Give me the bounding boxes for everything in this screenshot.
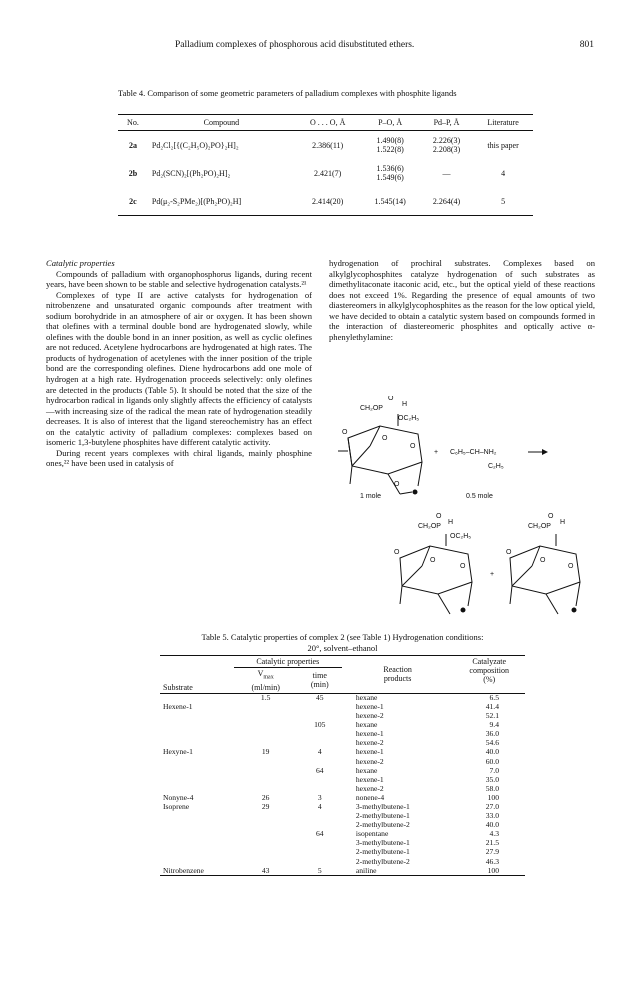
table-row: [160, 703, 525, 712]
table-row: [160, 766, 525, 775]
left-column: [46, 258, 312, 469]
t5-vmax: 26: [261, 792, 270, 802]
phosphite-group-label: CH₂OP: [418, 523, 441, 530]
t5-product: 3-methylbutene-1: [355, 838, 410, 848]
t5-header-v-main: V: [257, 669, 264, 678]
t5-vmax: [234, 821, 298, 830]
t5-header-composition: [453, 656, 525, 694]
t5-vmax: 29: [261, 801, 270, 811]
amide-product-structure: [510, 534, 580, 614]
t5-composition: 35.0: [485, 774, 499, 784]
hydrogen-label: H: [402, 401, 408, 408]
t5-product: hexene-2: [355, 756, 384, 766]
paragraph: Compounds of palladium with organophosphorus ligands, during recent years, have been shown to be stable and selective hydrogenation catalysts.²¹: [46, 268, 312, 290]
t5-vmax: [234, 766, 298, 775]
t5-vmax: 43: [261, 865, 270, 875]
reactant-phosphite-structure: [338, 414, 422, 494]
amine-formula: C₆H₅–CH–NH₂: [450, 449, 497, 456]
t4-pdp: 2.226(3) 2.208(3): [432, 136, 461, 154]
t5-header-substrate: Substrate: [163, 682, 193, 692]
t5-substrate: [160, 730, 234, 739]
t5-product: isopentane: [355, 829, 389, 839]
t5-composition: 4.3: [489, 829, 499, 839]
t5-vmax: [234, 775, 298, 784]
t5-header-v-sub: max: [263, 674, 274, 681]
t4-header-oo: O . . . O, Å: [295, 115, 360, 131]
t5-composition: 100: [487, 792, 499, 802]
t5-header-products-l2: products: [383, 674, 412, 684]
t5-vmax: [234, 712, 298, 721]
t5-header-catalytic-properties: Catalytic properties: [234, 656, 342, 668]
table4-caption-text: Table 4. Comparison of some geometric parameters of palladium complexes with phosphite ligands: [118, 88, 457, 98]
t5-product: hexane: [355, 692, 378, 702]
t5-header-v: [234, 668, 298, 694]
t5-time: 4: [317, 801, 322, 811]
phosphorus-oxo-label: O: [548, 513, 554, 520]
t5-composition: 40.0: [485, 820, 499, 830]
t4-oo: 2.414(20): [295, 187, 360, 216]
table-row: [160, 739, 525, 748]
t5-time: [298, 812, 342, 821]
table-row: [160, 812, 525, 821]
hydrogen-label: H: [448, 519, 454, 526]
ring-o-label: O: [410, 443, 416, 450]
ring-o-label: O: [382, 435, 388, 442]
table-row: [160, 830, 525, 839]
t4-po: 1.545(14): [360, 187, 419, 216]
t5-composition: 52.1: [485, 711, 499, 721]
ring-o-label: O: [540, 557, 546, 564]
t5-header-comp-l3: (%): [483, 675, 496, 684]
table-row: [118, 187, 533, 216]
t5-composition: 6.5: [489, 692, 499, 702]
table5-body: [160, 693, 525, 876]
t5-substrate: [160, 839, 234, 848]
t5-substrate: [160, 766, 234, 775]
t5-product: 2-methylbutene-2: [355, 856, 410, 866]
table5-caption: [160, 632, 525, 654]
t5-product: hexene-1: [355, 747, 384, 757]
t5-substrate: [160, 757, 234, 766]
t5-header-comp-l1: Catalyzate: [472, 657, 507, 666]
t5-substrate: [160, 721, 234, 730]
t5-time: 105: [314, 720, 326, 730]
t4-header-pdp: Pd–P, Å: [420, 115, 473, 131]
t5-product: hexene-2: [355, 783, 384, 793]
t4-oo: 2.386(11): [312, 140, 344, 150]
ethoxy-label: OC₂H₅: [450, 533, 472, 540]
t4-no: 2c: [118, 187, 148, 216]
t5-product: hexene-1: [355, 729, 384, 739]
ring-o-label: O: [394, 549, 400, 556]
reaction-scheme: [330, 396, 592, 620]
t5-composition: 27.0: [485, 801, 499, 811]
t5-vmax: [234, 839, 298, 848]
t5-vmax: [234, 857, 298, 866]
t5-substrate: Hexene-1: [163, 701, 193, 711]
reaction-arrowhead: [542, 449, 548, 455]
t5-time: [298, 857, 342, 866]
t5-time: [298, 848, 342, 857]
t5-header-products-l1: Reaction: [383, 665, 412, 675]
table-row: [160, 821, 525, 830]
t5-composition: 36.0: [485, 729, 499, 739]
t5-vmax: [234, 812, 298, 821]
t5-vmax: 19: [261, 747, 270, 757]
ring-o-label: O: [342, 429, 348, 436]
t5-substrate: Isoprene: [163, 801, 190, 811]
t5-product: 3-methylbutene-1: [355, 801, 410, 811]
t5-composition: 60.0: [485, 756, 499, 766]
t4-lit: this paper: [487, 140, 519, 150]
t5-header-time-label: time: [312, 671, 327, 681]
running-head-title: Palladium complexes of phosphorous acid disubstituted ethers.: [175, 40, 415, 50]
t5-header-comp-l2: composition: [469, 666, 509, 675]
table-row: [160, 866, 525, 876]
t5-composition: 21.5: [485, 838, 499, 848]
t5-product: 2-methylbutene-2: [355, 820, 410, 830]
table-row: [160, 839, 525, 848]
ring-o-label: O: [568, 563, 574, 570]
t5-substrate: [160, 857, 234, 866]
t5-composition: 40.0: [485, 747, 499, 757]
t5-header-time: [298, 668, 342, 694]
t4-po: 1.490(8) 1.522(8): [376, 136, 404, 154]
table4: [118, 114, 533, 216]
t5-product: hexene-2: [355, 711, 384, 721]
t4-lit: 4: [501, 168, 506, 178]
t5-product: 2-methylbutene-1: [355, 847, 410, 857]
table-row: [160, 848, 525, 857]
paragraph: Complexes of type II are active catalysts for hydrogenation of nitrobenzene and unsaturated organic compounds after treatment with sodium borohydride in an atmosphere of air or oxygen. It has been shown that olefines with a terminal double bond are hydrogenated slowly, while olefines with the double bond in an inner position, as well as cyclic olefines are not reduced. Acetylene hydrocarbons are hydrogenated at high rates. The products of hydrogenation of acetylenes with the inner position of the triple bond are the corresponding olefines. Diene hydrocarbons add one mole of hydrogen at a high rate. Hydrogenation proceeds selectively: only olefines are detected in the products (Table 5). It should be noted that the size of the hydrocarbon radical in ligands only slightly affects the efficiency of catalysts—with increasing size of the radical the mean rate of hydrogenation steadily decreases. It is also of interest that the ligand stereochemistry has an effect on the catalytic activity of palladium complexes: complexes based on isomeric 1,3-butylene phosphites have different catalytic activity.: [46, 289, 312, 448]
table-row: [118, 159, 533, 187]
paragraph: During recent years complexes with chiral ligands, mainly phosphine ones,²² have been used in catalysis of: [46, 447, 312, 469]
t5-vmax: [234, 703, 298, 712]
t5-product: hexane: [355, 720, 378, 730]
t5-product: hexene-2: [355, 738, 384, 748]
table5: [160, 655, 525, 876]
ethoxy-label: OC₂H₅: [398, 415, 420, 422]
t5-vmax: [234, 730, 298, 739]
t5-time: [298, 730, 342, 739]
table-row: [160, 721, 525, 730]
product-phosphite-structure: [400, 534, 472, 614]
t5-product: hexane: [355, 765, 378, 775]
t5-substrate: [160, 830, 234, 839]
t4-po: 1.536(6) 1.549(6): [376, 164, 404, 182]
t5-substrate: [160, 848, 234, 857]
t5-header-time-unit: (min): [310, 680, 329, 690]
t5-product: hexene-1: [355, 701, 384, 711]
t5-time: [298, 839, 342, 848]
ring-o-label: O: [430, 557, 436, 564]
table-row: [160, 775, 525, 784]
reactant-quantity: 1 mole: [360, 493, 382, 500]
phosphite-group-label: CH₂OP: [528, 523, 551, 530]
t5-product: aniline: [355, 865, 377, 875]
table-row: [160, 730, 525, 739]
t5-composition: 58.0: [485, 783, 499, 793]
plus-sign: +: [434, 449, 439, 456]
t5-composition: 100: [487, 865, 499, 875]
t5-vmax: [234, 721, 298, 730]
t5-composition: 9.4: [489, 720, 499, 730]
table-row: [160, 712, 525, 721]
table-row: [118, 131, 533, 160]
t5-product: 2-methylbutene-1: [355, 811, 410, 821]
table4-caption: [118, 88, 533, 99]
table5-caption-line: 20°, solvent–ethanol: [307, 643, 378, 653]
t4-compound: Pd₂Cl₂[{(C₂H₅O)₂PO}₂H]₂: [151, 140, 239, 150]
t5-time: 3: [317, 792, 322, 802]
t5-time: [298, 757, 342, 766]
t5-product: hexene-1: [355, 774, 384, 784]
ring-o-label: O: [394, 481, 400, 488]
t5-substrate: [160, 775, 234, 784]
t5-vmax: [234, 757, 298, 766]
t5-substrate: Nonyne-4: [163, 792, 194, 802]
amine-quantity: 0.5 mole: [466, 493, 493, 500]
t5-vmax: 1.5: [260, 692, 271, 702]
t4-pdp: 2.264(4): [420, 187, 473, 216]
phosphorus-oxo-label: O: [388, 396, 394, 402]
t5-time: 5: [317, 865, 322, 875]
ring-o-label: O: [460, 563, 466, 570]
section-heading: Catalytic properties: [46, 258, 115, 268]
t5-vmax: [234, 830, 298, 839]
t5-substrate: [160, 712, 234, 721]
t4-compound: Pd₂(SCN)₂[(Ph₂PO)₂H]₂: [151, 168, 231, 178]
phosphite-group-label: CH₂OP: [360, 405, 383, 412]
right-column: [329, 258, 595, 342]
t4-no: 2a: [128, 140, 137, 150]
t5-composition: 46.3: [485, 856, 499, 866]
t5-time: 45: [315, 692, 324, 702]
t4-header-lit: Literature: [473, 115, 533, 131]
t5-vmax: [234, 848, 298, 857]
table-row: [160, 785, 525, 794]
t5-substrate: [160, 821, 234, 830]
t5-substrate: [160, 812, 234, 821]
t5-substrate: Hexyne-1: [163, 747, 193, 757]
phosphorus-oxo-label: O: [436, 513, 442, 520]
paragraph: hydrogenation of prochiral substrates. Complexes based on alkylglycophosphites catalyze hydrogenation of such substrates as dimethylitaconate itaconic acid, etc., but the optical yield of these reactions does not exceed 1%. Regarding the presence of equal amounts of two diastereomers in alkylglycophosphites as the reason for the low optical yield, we have decided to obtain a catalytic system based on compounds formed in the interaction of diastereomeric phosphites and optically active α-phenylethylamine:: [329, 258, 595, 342]
plus-sign: +: [490, 571, 495, 578]
t5-composition: 54.6: [485, 738, 499, 748]
t5-header-v-unit: (ml/min): [251, 682, 280, 692]
t5-time: 64: [315, 829, 324, 839]
t5-composition: 41.4: [485, 701, 499, 711]
t5-time: 4: [317, 747, 322, 757]
t5-time: 64: [315, 765, 324, 775]
table-row: [160, 794, 525, 803]
t5-time: [298, 775, 342, 784]
page-number: 801: [579, 40, 594, 50]
table-row: [160, 803, 525, 812]
t4-pdp: —: [442, 168, 451, 178]
table-row: [160, 857, 525, 866]
t4-oo: 2.421(7): [314, 168, 342, 178]
t4-no: 2b: [128, 168, 138, 178]
table-row: [160, 757, 525, 766]
t4-header-no: No.: [118, 115, 148, 131]
t5-composition: 7.0: [489, 765, 499, 775]
t4-lit: 5: [473, 187, 533, 216]
t5-composition: 27.9: [485, 847, 499, 857]
table-row: [160, 693, 525, 703]
t5-header-products: [342, 656, 454, 694]
hydrogen-label: H: [560, 519, 566, 526]
t5-composition: 33.0: [485, 811, 499, 821]
t4-compound: Pd(μ₂-S₂PMe₂)[(Ph₂PO)₂H]: [148, 187, 295, 216]
t5-product: nonene-4: [355, 792, 385, 802]
ring-o-label: O: [506, 549, 512, 556]
table-row: [160, 748, 525, 757]
t4-header-po: P–O, Å: [360, 115, 419, 131]
t4-header-compound: Compound: [148, 115, 295, 131]
amine-substituent: C₂H₅: [488, 463, 504, 470]
t5-substrate: Nitrobenzene: [163, 865, 204, 875]
t5-time: [298, 703, 342, 712]
table5-caption-line: Table 5. Catalytic properties of complex 2 (see Table 1) Hydrogenation conditions:: [201, 632, 484, 642]
